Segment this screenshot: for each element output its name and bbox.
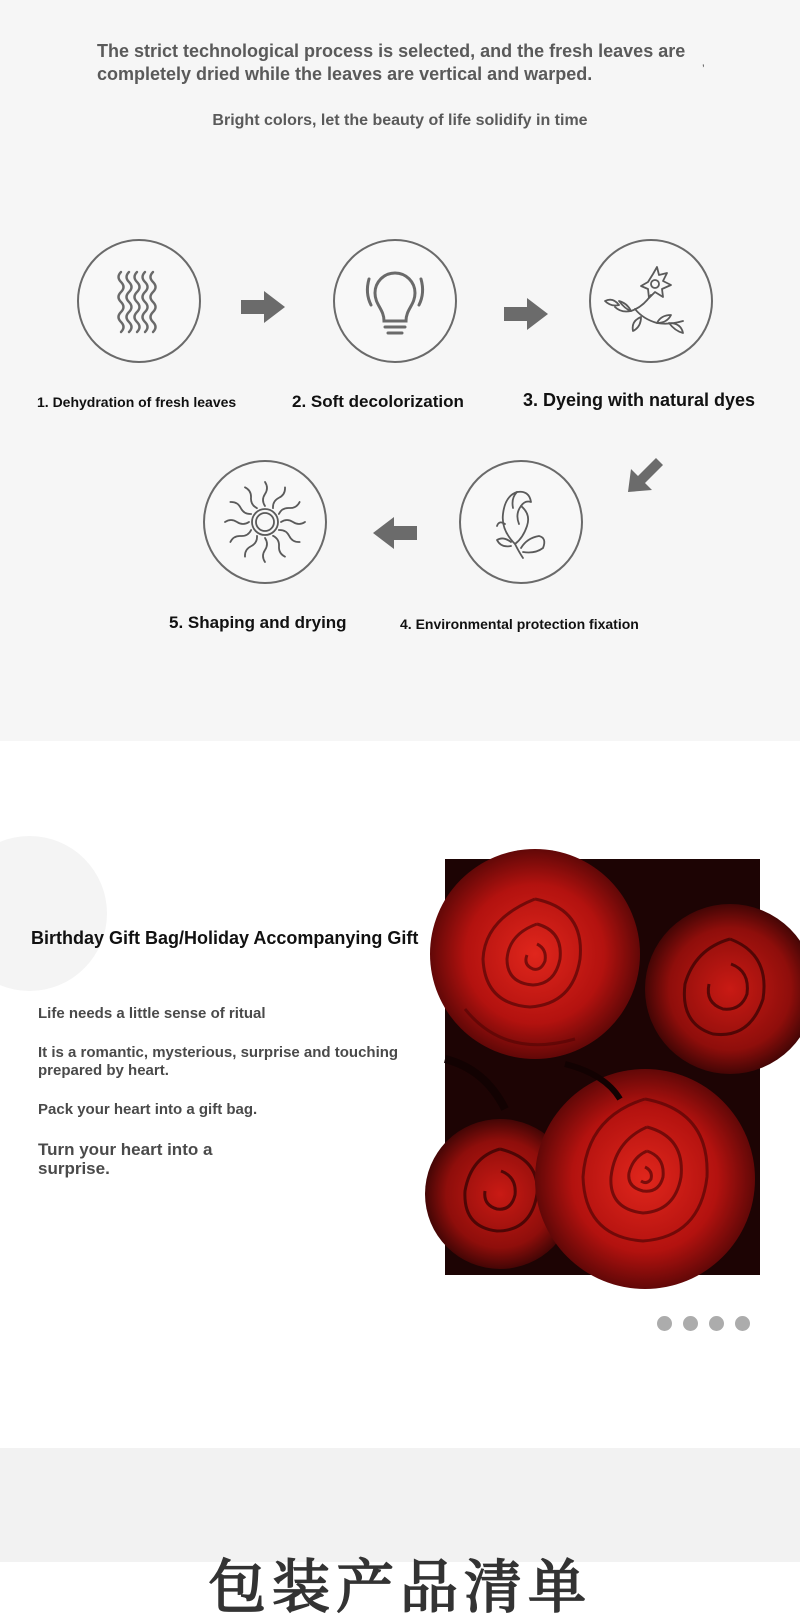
red-roses-photo xyxy=(445,859,760,1275)
step-4-circle xyxy=(459,460,583,584)
gift-line-pack: Pack your heart into a gift bag. xyxy=(38,1101,258,1118)
intro-mark: ’ xyxy=(702,62,705,76)
step-3-label: 3. Dyeing with natural dyes xyxy=(523,390,756,410)
process-intro: The strict technological process is selected, and the fresh leaves are completely dried while the leaves are vertical and warped. xyxy=(97,41,686,84)
carousel-dot[interactable] xyxy=(657,1316,672,1331)
gift-title: Birthday Gift Bag/Holiday Accompanying Gift xyxy=(31,928,419,948)
wave-lines-icon xyxy=(79,241,199,361)
step-2-circle xyxy=(333,239,457,363)
step-1-circle xyxy=(77,239,201,363)
step-5-circle xyxy=(203,460,327,584)
gift-line-ritual: Life needs a little sense of ritual xyxy=(38,1005,266,1022)
step-1-label: 1. Dehydration of fresh leaves xyxy=(37,394,237,410)
arrow-right-icon xyxy=(503,297,549,331)
packing-list-heading: 包装产品清单 xyxy=(207,1553,592,1621)
arrow-down-left-icon xyxy=(626,454,666,494)
carousel-dot[interactable] xyxy=(683,1316,698,1331)
gift-section xyxy=(0,741,800,1448)
carousel-dot[interactable] xyxy=(709,1316,724,1331)
step-4-label: 4. Environmental protection fixation xyxy=(400,616,639,632)
step-2-label: 2. Soft decolorization xyxy=(292,392,464,411)
gift-line-romantic: It is a romantic, mysterious, surprise and touching prepared by heart. xyxy=(38,1044,399,1079)
decorative-circle xyxy=(0,836,107,991)
carousel-dot[interactable] xyxy=(735,1316,750,1331)
step-3-circle xyxy=(589,239,713,363)
process-subtitle: Bright colors, let the beauty of life solidify in time xyxy=(212,112,588,129)
process-section xyxy=(0,0,800,741)
flower-branch-icon xyxy=(591,241,711,361)
lightbulb-icon xyxy=(335,241,455,361)
gift-line-surprise: Turn your heart into a surprise. xyxy=(38,1140,213,1178)
arrow-left-icon xyxy=(372,516,418,550)
calla-lily-icon xyxy=(461,462,581,582)
packing-list-section xyxy=(0,1448,800,1621)
arrow-right-icon xyxy=(240,290,286,324)
carousel-dots xyxy=(657,1316,750,1336)
step-5-label: 5. Shaping and drying xyxy=(169,613,347,632)
sun-icon xyxy=(205,462,325,582)
